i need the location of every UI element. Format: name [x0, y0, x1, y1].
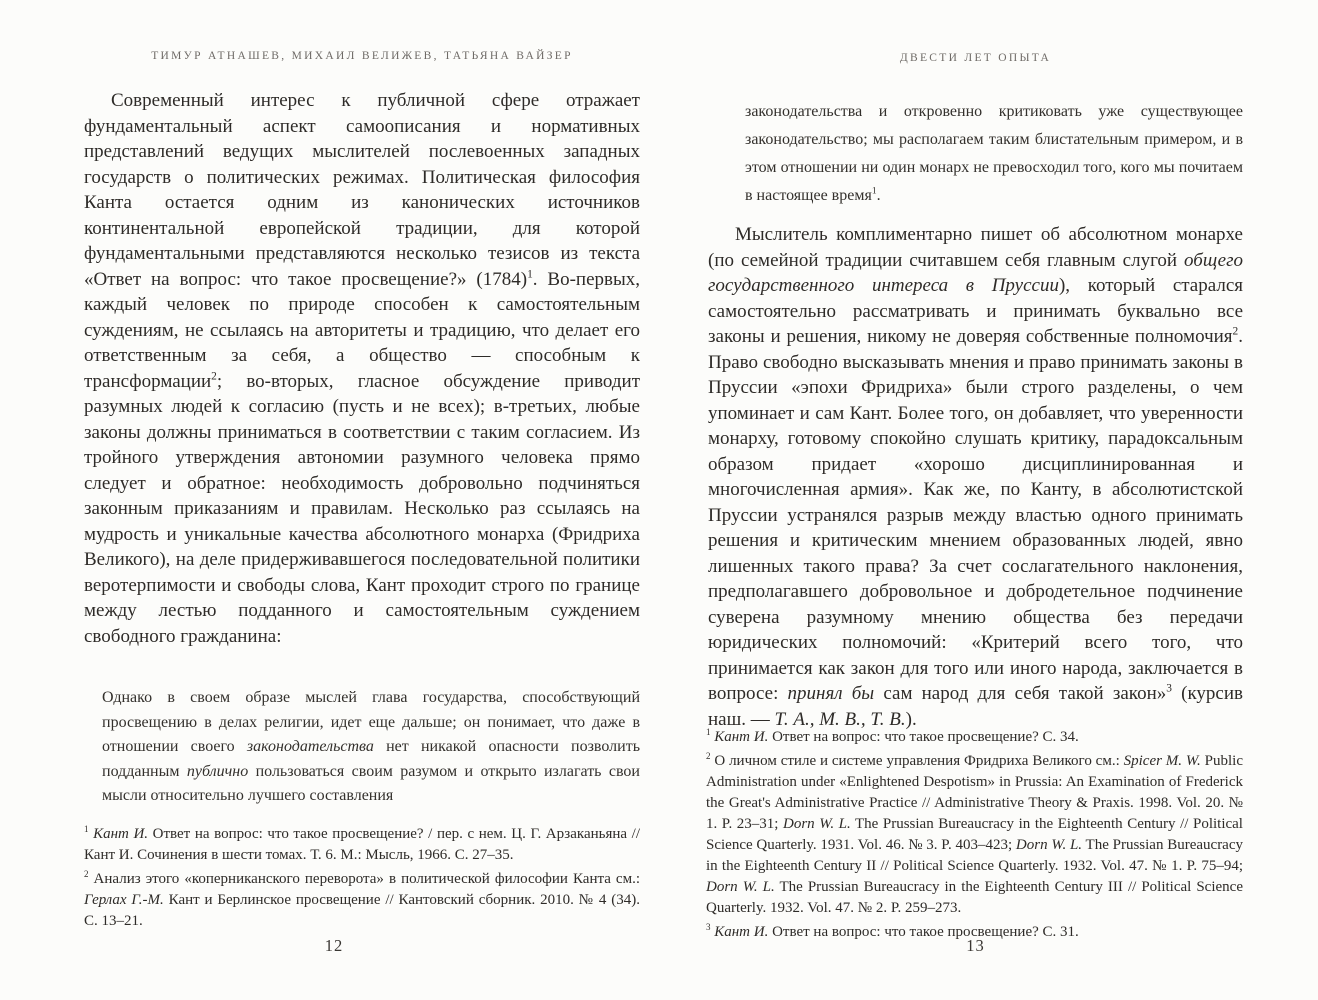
running-head-chapter: ДВЕСТИ ЛЕТ ОПЫТА: [899, 52, 1052, 64]
footnote-1-left: $^1$ Кант И. Ответ на вопрос: что такое просвещение? / пер. с нем. Ц. Г. Арзаканьяна // Кант И. Сочинения в шести томах. Т. 6. М.: Мысль, 1966. С. 27–35.: [84, 824, 640, 863]
block-quote-continuation-right: законодательства и откровенно критиковать уже существующее законодательство; мы располагаем таким блистательным примером, и в этом отношении ни один монарх не превосходил того, кого мы почитаем в настоящее время$^1$.: [745, 103, 1243, 204]
footnotes-right: [706, 727, 1243, 946]
page-right: [659, 0, 1318, 1000]
footnote-2-left: $^2$ Анализ этого «коперниканского переворота» в политической философии Канта см.: Герлах Г.-М. Кант и Берлинское просвещение // Кантовский сборник. 2010. № 4 (34). С. 13–21.: [84, 869, 641, 929]
footnote-2-right: $^2$ О личном стиле и системе управления Фридриха Великого см.: Spicer M. W. Public Administration under «Enlightened Despotism» in Prussia: An Examination of Frederick the Great's Administrative Practice // Administrative Theory & Praxis. 1998. Vol. 20. № 1. P. 23–31; Dorn W. L. The Prussian Bureaucracy in the Eighteenth Century // Political Science Quarterly. 1931. Vol. 46. № 3. P. 403–423; Dorn W. L. The Prussian Bureaucracy in the Eighteenth Century II // Political Science Quarterly. 1932. Vol. 47. № 1. P. 75–94; Dorn W. L. The Prussian Bureaucracy in the Eighteenth Century III // Political Science Quarterly. 1932. Vol. 47. № 2. P. 259–273.: [706, 751, 1244, 916]
page-number-left: 12: [324, 936, 344, 955]
running-head-authors: ТИМУР АТНАШЕВ, МИХАИЛ ВЕЛИЖЕВ, ТАТЬЯНА ВАЙЗЕР: [151, 50, 573, 62]
main-paragraph-left: Современный интерес к публичной сфере отражает фундаментальный аспект самоописания и нормативных представлений ведущих мыслителей послевоенных западных государств о политических режимах. Политическая философия Канта остается одним из канонических источников континентальной европейской традиции, для которой фундаментальными представляются несколько тезисов из текста «Ответ на вопрос: что такое просвещение?» $(1784)^1$. Во-первых, каждый человек по природе способен к самостоятельным суждениям, не ссылаясь на авторитеты и традицию, что делает его ответственным за себя, а общество — способным к трансформации$^2$; во-вторых, гласное обсуждение приводит разумных людей к согласию (пусть и не всех); в-третьих, любые законы должны приниматься в соответствии с таким согласием. Из тройного утверждения автономии разумного человека прямо следует и обратное: необходимость добровольно подчиняться законным приказаниям и правилам. Несколько раз ссылаясь на мудрость и уникальные качества абсолютного монарха (Фридриха Великого), на деле придерживавшегося последовательной политики веротерпимости и свободы слова, Кант проходит строго по границе между лестью подданного и самостоятельным суждением свободного гражданина:: [84, 90, 640, 647]
footnote-1-right: $^1$ Кант И. Ответ на вопрос: что такое просвещение? С. 34.: [706, 727, 1079, 745]
footnote-3-right: $^3$ Кант И. Ответ на вопрос: что такое просвещение? С. 31.: [706, 922, 1079, 940]
main-paragraph-right: Мыслитель комплиментарно пишет об абсолютном монархе (по семейной традиции считавшем себя главным слугой общего государственного интереса в Пруссии), который старался самостоятельно рассматривать и принимать буквально все законы и решения, никому не доверяя собственные полномочия$^2$. Право свободно высказывать мнения и право принимать законы в Пруссии «эпохи Фридриха» были строго разделены, о чем упоминает и сам Кант. Более того, он добавляет, что уверенности монарху, готовому спокойно слушать критику, парадоксальным образом придает «хорошо дисциплинированная и многочисленная армия». Как же, по Канту, в абсолютистской Пруссии устранялся разрыв между властью одного принимать решения и критическим мнением образованных людей, явно лишенных такого права? За счет сослагательного наклонения, предполагавшего добровольное и добродетельное подчинение суверена разумному мнению общества без передачи юридических полномочий: «Критерий всего того, что принимается как закон для того или иного народа, заключается в вопросе: принял бы сам народ для себя такой закон»$^3$ (курсив наш. — Т. А., М. В., Т. В.).: [708, 224, 1243, 730]
footnotes-left: [84, 824, 640, 935]
page-number-right: 13: [966, 936, 985, 955]
block-quote-left: Однако в своем образе мыслей глава государства, способствующий просвещению в делах религии, идет еще дальше; он понимает, что даже в отношении своего законодательства нет никакой опасности позволить подданным публично пользоваться своим разумом и открыто излагать свои мысли относительно лучшего составления: [102, 689, 640, 804]
